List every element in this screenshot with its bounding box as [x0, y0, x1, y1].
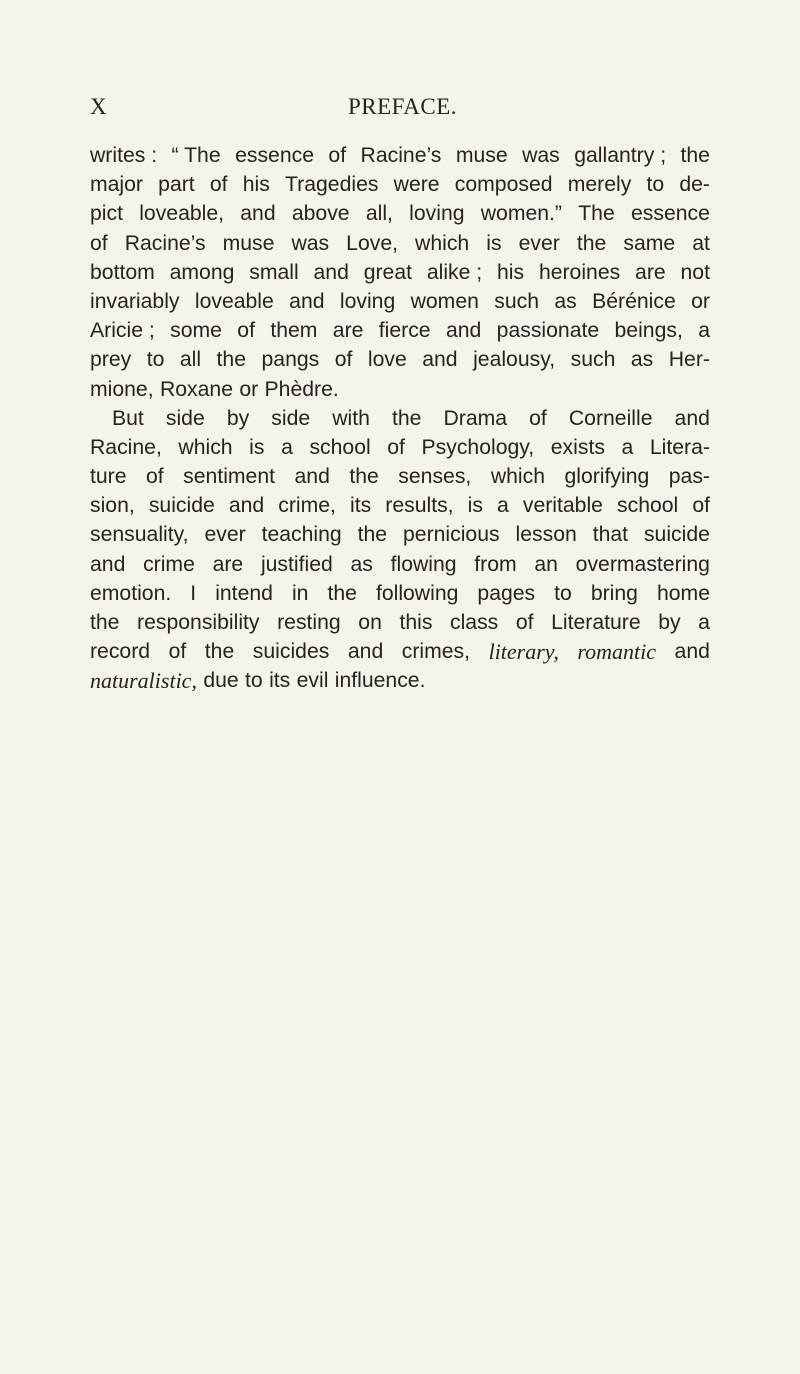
word: are	[212, 552, 244, 576]
word: pict	[90, 202, 123, 226]
word: de-	[679, 173, 710, 197]
word: at	[692, 231, 710, 255]
word: in	[291, 581, 309, 605]
word: were	[393, 173, 440, 197]
word: among	[169, 260, 235, 284]
word: Her-	[668, 348, 710, 372]
word: great	[363, 260, 412, 284]
word: of	[146, 465, 164, 489]
word: to	[146, 348, 165, 372]
word: invariably	[90, 289, 180, 313]
word: Aricie ;	[90, 319, 155, 343]
word: that	[592, 523, 629, 547]
word: of	[692, 494, 710, 518]
word: sentiment	[183, 465, 276, 489]
word: is	[249, 435, 265, 459]
word: the	[204, 640, 235, 664]
text-line	[90, 316, 710, 345]
word: with	[332, 406, 370, 430]
word: beings,	[614, 319, 683, 343]
word: loving	[409, 202, 465, 226]
word: its	[350, 494, 372, 518]
word: and	[445, 319, 482, 343]
word: the	[90, 611, 120, 634]
word: gallantry ;	[574, 144, 667, 167]
word: a	[698, 611, 710, 634]
word: the	[576, 231, 607, 255]
text-line	[90, 345, 710, 374]
word: or	[239, 377, 259, 401]
word: his	[497, 260, 525, 284]
word: a	[281, 435, 293, 459]
word: of	[90, 231, 108, 255]
word: flowing	[390, 552, 457, 576]
word: as	[350, 552, 373, 576]
word: as	[630, 348, 654, 372]
word: are	[332, 319, 364, 343]
word: such	[570, 348, 616, 372]
word: school	[309, 435, 371, 459]
word: I	[190, 581, 197, 605]
word: loving	[339, 289, 396, 313]
paragraph-1	[90, 141, 710, 404]
word: The	[578, 202, 615, 226]
word: Tragedies	[285, 173, 379, 197]
word: and	[228, 494, 265, 518]
word: and	[674, 640, 710, 664]
word: on	[358, 611, 382, 634]
word: Love,	[346, 231, 399, 255]
word: its	[269, 669, 291, 693]
text-line	[90, 170, 710, 199]
word: crime,	[278, 494, 336, 518]
text-line	[90, 491, 710, 520]
text-line	[90, 433, 710, 462]
word: Literature	[551, 611, 641, 634]
word: a	[698, 319, 710, 343]
word: Roxane	[159, 377, 233, 401]
word: Racine’s	[360, 144, 442, 167]
word: of	[237, 319, 255, 343]
word: influence.	[334, 669, 426, 693]
word: ever	[204, 523, 246, 547]
word: Bérénice	[592, 289, 676, 313]
word: senses,	[398, 465, 472, 489]
word: suicide	[643, 523, 710, 547]
word: loveable,	[139, 202, 225, 226]
word: of	[334, 348, 353, 372]
word: crime	[143, 552, 195, 576]
running-title: PREFACE.	[348, 94, 458, 119]
text-line	[90, 608, 710, 637]
word: due	[203, 669, 239, 693]
word: side	[271, 406, 311, 430]
word: of	[209, 173, 228, 197]
word: Drama	[443, 406, 508, 430]
text-line	[90, 229, 710, 258]
word: resting	[277, 611, 341, 634]
word: loveable	[194, 289, 274, 313]
word: love	[367, 348, 407, 372]
italic-term: romantic	[577, 639, 657, 665]
text-line	[90, 258, 710, 287]
word: essence	[630, 202, 710, 226]
word: the	[216, 348, 247, 372]
word: the	[680, 144, 710, 167]
word: heroines	[538, 260, 621, 284]
word: passionate	[496, 319, 600, 343]
word: muse	[455, 144, 508, 167]
word: sion,	[90, 494, 135, 518]
word: Racine,	[90, 435, 162, 459]
word: and	[240, 202, 276, 226]
word: Phèdre.	[264, 377, 339, 401]
word: of	[515, 611, 534, 634]
word: which	[490, 465, 545, 489]
word: following	[375, 581, 459, 605]
running-head	[90, 94, 710, 124]
word: same	[623, 231, 676, 255]
word: bottom	[90, 260, 155, 284]
word: a	[621, 435, 634, 459]
word: not	[680, 260, 710, 284]
word: school	[617, 494, 679, 518]
italic-term: naturalistic,	[90, 668, 197, 694]
word: glorifying	[564, 465, 650, 489]
word: of	[529, 406, 547, 430]
word: all	[179, 348, 202, 372]
word: and	[313, 260, 349, 284]
word: and	[674, 406, 710, 430]
word: them	[270, 319, 318, 343]
word: was	[291, 231, 330, 255]
text-line	[90, 579, 710, 608]
text-line	[90, 637, 710, 666]
word: alike ;	[426, 260, 483, 284]
word: to	[646, 173, 665, 197]
word: exists	[550, 435, 605, 459]
word: was	[522, 144, 560, 167]
text-line	[90, 375, 710, 404]
word: and	[294, 465, 330, 489]
word: ever	[518, 231, 560, 255]
word: to	[554, 581, 572, 605]
word: mione,	[90, 377, 154, 401]
word: responsibility	[137, 611, 260, 634]
word: muse	[222, 231, 275, 255]
word: composed	[454, 173, 553, 197]
word: women.”	[480, 202, 562, 226]
word: some	[170, 319, 222, 343]
word: pas-	[668, 465, 710, 489]
word: record	[90, 640, 151, 664]
body-text	[90, 141, 710, 696]
word: major	[90, 173, 143, 197]
word: overmastering	[575, 552, 710, 576]
word: of	[168, 640, 187, 664]
paragraph-2	[90, 404, 710, 696]
word: the	[357, 523, 388, 547]
word: and	[347, 640, 384, 664]
word: bring	[590, 581, 638, 605]
word: sensuality,	[90, 523, 189, 547]
word: But	[112, 406, 144, 430]
word: of	[328, 144, 347, 167]
word: pernicious	[403, 523, 500, 547]
word: an	[534, 552, 558, 576]
word: is	[486, 231, 502, 255]
word: from	[474, 552, 517, 576]
text-line	[90, 520, 710, 549]
word: the	[327, 581, 357, 605]
word: home	[656, 581, 710, 605]
word: part	[158, 173, 195, 197]
word: veritable	[522, 494, 603, 518]
word: such	[494, 289, 540, 313]
word: pangs	[261, 348, 320, 372]
word: his	[242, 173, 270, 197]
word: results,	[385, 494, 454, 518]
word: suicide	[148, 494, 215, 518]
text-line	[90, 666, 710, 695]
word: by	[658, 611, 681, 634]
word: a	[497, 494, 509, 518]
word: prey	[90, 348, 132, 372]
text-line	[90, 462, 710, 491]
word: and	[289, 289, 325, 313]
italic-term: literary,	[488, 639, 559, 665]
word: of	[387, 435, 405, 459]
word: and	[90, 552, 126, 576]
word: essence	[235, 144, 314, 167]
word: the	[391, 406, 422, 430]
page-number: X	[90, 94, 108, 119]
word: fierce	[378, 319, 431, 343]
word: intend	[215, 581, 273, 605]
word: merely	[567, 173, 632, 197]
word: women	[410, 289, 479, 313]
word: Litera-	[649, 435, 710, 459]
word: above	[291, 202, 350, 226]
word: all,	[365, 202, 393, 226]
word: teaching	[261, 523, 342, 547]
word: side	[165, 406, 205, 430]
word: class	[450, 611, 499, 634]
word: is	[467, 494, 483, 518]
word: emotion.	[90, 581, 172, 605]
word: writes :	[90, 144, 158, 167]
word: this	[399, 611, 433, 634]
word: Corneille	[568, 406, 653, 430]
text-line	[90, 404, 710, 433]
word: by	[226, 406, 250, 430]
text-line	[90, 287, 710, 316]
word: suicides	[252, 640, 330, 664]
word: to	[245, 669, 263, 693]
word: “ The	[171, 144, 221, 167]
word: justified	[260, 552, 333, 576]
word: are	[635, 260, 666, 284]
word: and	[422, 348, 458, 372]
word: Psychology,	[421, 435, 535, 459]
word: lesson	[515, 523, 577, 547]
word: evil	[296, 669, 329, 693]
word: crimes,	[401, 640, 471, 664]
word: pages	[477, 581, 536, 605]
word: which	[415, 231, 470, 255]
word: jealousy,	[473, 348, 556, 372]
word: as	[554, 289, 577, 313]
word: ture	[90, 465, 127, 489]
text-line	[90, 199, 710, 228]
text-line	[90, 550, 710, 579]
word: small	[249, 260, 299, 284]
word: which	[178, 435, 233, 459]
word: or	[691, 289, 710, 313]
word: Racine’s	[124, 231, 206, 255]
word: the	[349, 465, 379, 489]
text-line	[90, 141, 710, 170]
